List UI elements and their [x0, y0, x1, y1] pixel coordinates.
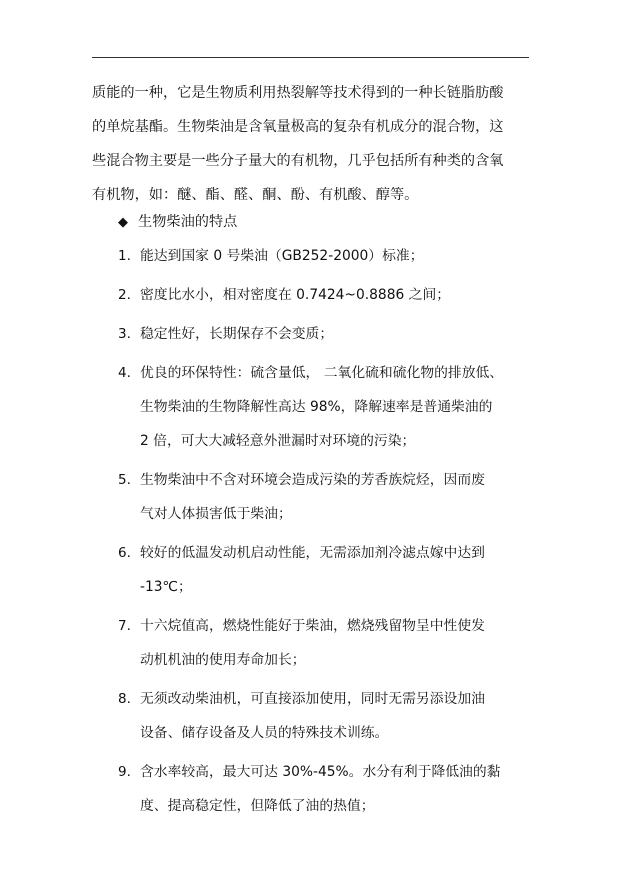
section-heading-text: 生物柴油的特点 — [138, 214, 238, 230]
list-item-text: 密度比水小，相对密度在 0.7424~0.8886 之间； — [140, 287, 451, 303]
list-item-text: 设备、储存设备及人员的特殊技术训练。 — [140, 725, 389, 741]
list-item-number: 5. — [118, 472, 131, 488]
list-item — [118, 609, 548, 677]
list-item-number: 1. — [118, 248, 131, 264]
list-item-number: 6. — [118, 545, 131, 561]
list-item-text: 稳定性好，长期保存不会变质； — [140, 326, 334, 342]
section-heading — [118, 205, 237, 239]
list-item — [118, 682, 548, 750]
list-item-text: 较好的低温发动机启动性能，无需添加剂冷滤点嫁中达到 — [140, 545, 485, 561]
intro-line: 些混合物主要是一些分子量大的有机物，几乎包括所有种类的含氧 — [92, 153, 504, 169]
list-item — [118, 755, 548, 823]
feature-list — [118, 239, 548, 828]
list-item-text: 无须改动柴油机，可直接添加使用，同时无需另添设加油 — [140, 691, 485, 707]
list-item-text: 动机机油的使用寿命加长； — [140, 652, 306, 668]
list-item-text: 十六烷值高，燃烧性能好于柴油，燃烧残留物呈中性使发 — [140, 618, 485, 634]
list-item-number: 7. — [118, 618, 131, 634]
list-item-number: 9. — [118, 764, 131, 780]
list-item-number: 4. — [118, 365, 131, 381]
header-rule — [92, 57, 529, 58]
list-item-text: 气对人体损害低于柴油； — [140, 506, 292, 522]
list-item — [118, 239, 548, 273]
intro-line: 质能的一种，它是生物质利用热裂解等技术得到的一种长链脂肪酸 — [92, 85, 504, 101]
intro-line: 的单烷基酯。生物柴油是含氧量极高的复杂有机成分的混合物，这 — [92, 119, 504, 135]
list-item-text: 优良的环保特性：硫含量低， 二氧化硫和硫化物的排放低、 — [140, 365, 504, 381]
list-item-text: 2 倍，可大大减轻意外泄漏时对环境的污染； — [140, 433, 416, 449]
intro-line: 有机物，如：醚、酯、醛、酮、酚、有机酸、醇等。 — [92, 187, 419, 203]
list-item-number: 3. — [118, 326, 131, 342]
list-item — [118, 317, 548, 351]
list-item-number: 8. — [118, 691, 131, 707]
list-item-text: -13℃； — [140, 579, 192, 595]
list-item — [118, 356, 548, 458]
list-item — [118, 278, 548, 312]
list-item-text: 能达到国家 0 号柴油（GB252-2000）标准； — [140, 248, 424, 264]
list-item-text: 度、提高稳定性，但降低了油的热值； — [140, 798, 375, 814]
list-item — [118, 463, 548, 531]
list-item-number: 2. — [118, 287, 131, 303]
list-item-text: 含水率较高，最大可达 30%-45%。水分有利于降低油的黏 — [140, 764, 501, 780]
diamond-bullet-icon: ◆ — [118, 215, 128, 230]
list-item-text: 生物柴油的生物降解性高达 98%，降解速率是普通柴油的 — [140, 399, 493, 415]
list-item — [118, 536, 548, 604]
list-item-text: 生物柴油中不含对环境会造成污染的芳香族烷烃，因而废 — [140, 472, 485, 488]
intro-paragraph — [92, 76, 532, 212]
